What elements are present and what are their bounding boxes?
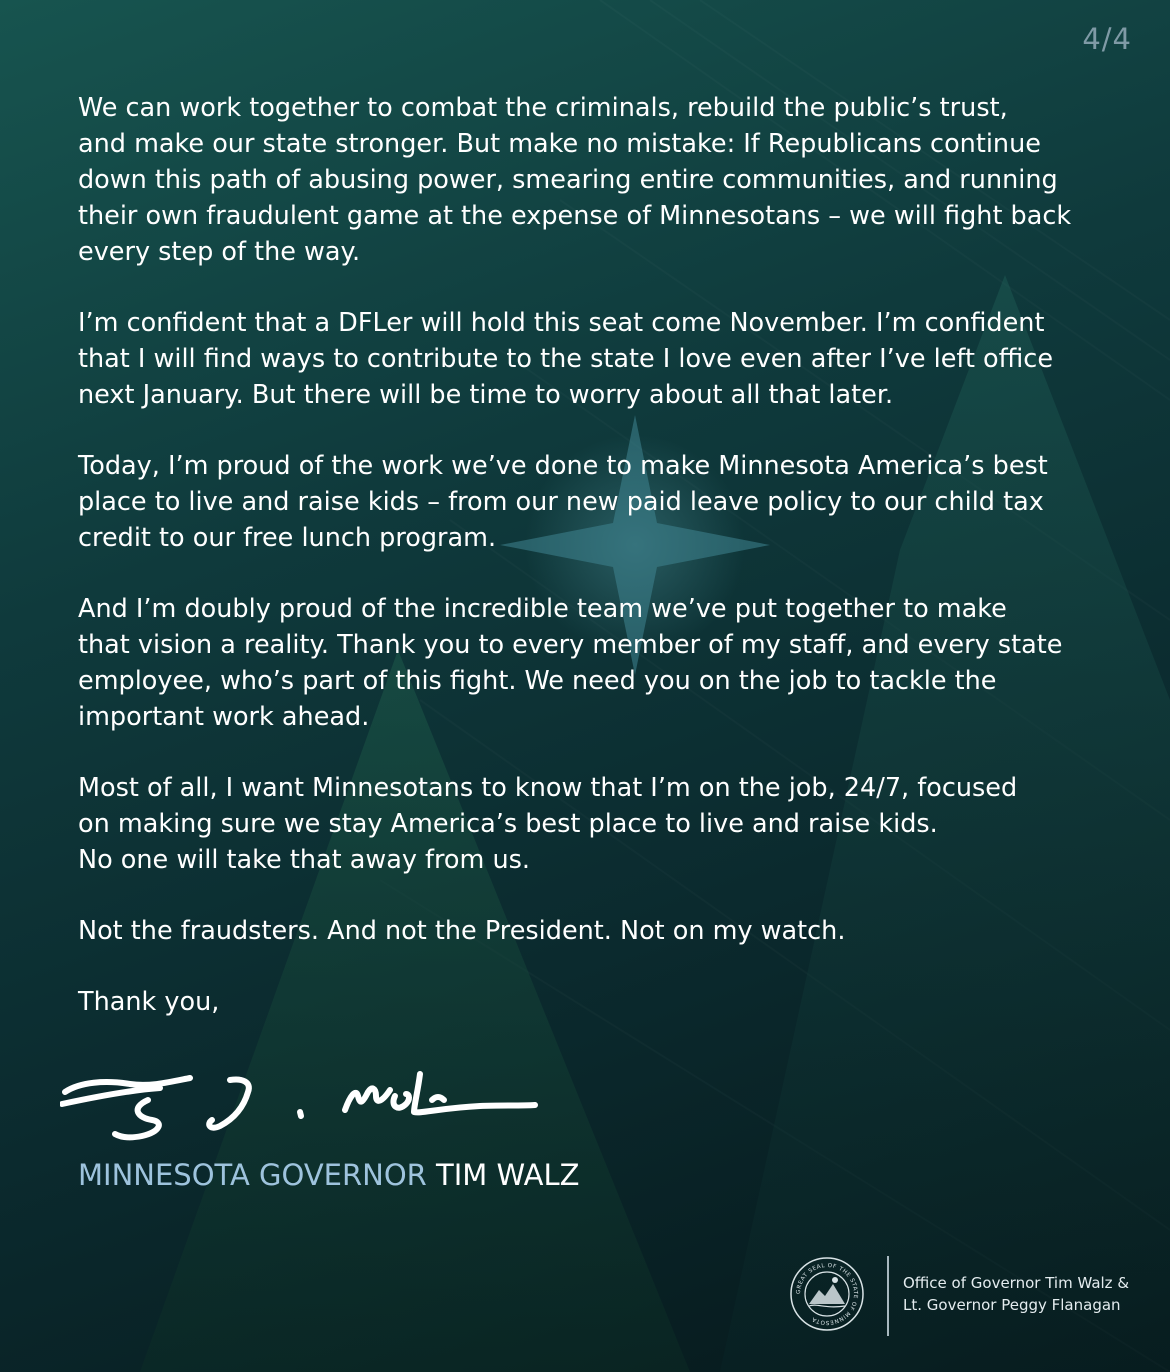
state-seal-icon — [789, 1256, 865, 1332]
office-name: Office of Governor Tim Walz & Lt. Governor Peggy Flanagan — [903, 1274, 1130, 1314]
paragraph: Most of all, I want Minnesotans to know that I’m on the job, 24/7, focused on making sure we stay America’s best place to live and raise kids. No one will take that away from us. — [78, 773, 1018, 875]
signer-role: MINNESOTA GOVERNOR — [78, 1158, 427, 1192]
paragraph: Not the fraudsters. And not the President. Not on my watch. — [78, 916, 846, 946]
paragraph: And I’m doubly proud of the incredible team we’ve put together to make that vision a reality. Thank you to every member of my staff, and every state employee, who’s part of this fight. We need you on the job to tackle the important work ahead. — [78, 594, 1063, 732]
paragraph: I’m confident that a DFLer will hold this seat come November. I’m confident that I will find ways to contribute to the state I love even after I’ve left office next January. But there will be time to worry about all that later. — [78, 308, 1054, 410]
signer-title — [78, 1158, 580, 1192]
paragraph: Today, I’m proud of the work we’ve done to make Minnesota America’s best place to live and raise kids – from our new paid leave policy to our child tax credit to our free lunch program. — [78, 451, 1048, 553]
page-number: 4/4 — [1082, 22, 1132, 56]
paragraph: We can work together to combat the criminals, rebuild the public’s trust, and make our state stronger. But make no mistake: If Republicans continue down this path of abusing power, smearing entire communities, and running their own fraudulent game at the expense of Minnesotans – we will fight back every step of the way. — [78, 93, 1072, 267]
footer-divider — [887, 1256, 889, 1336]
letter-body — [78, 90, 1088, 1055]
handwritten-signature — [60, 1060, 550, 1150]
closing: Thank you, — [78, 987, 220, 1017]
signer-name: TIM WALZ — [436, 1158, 580, 1192]
seal-text: GREAT SEAL OF THE STATE OF MINNESOTA — [795, 1262, 859, 1326]
